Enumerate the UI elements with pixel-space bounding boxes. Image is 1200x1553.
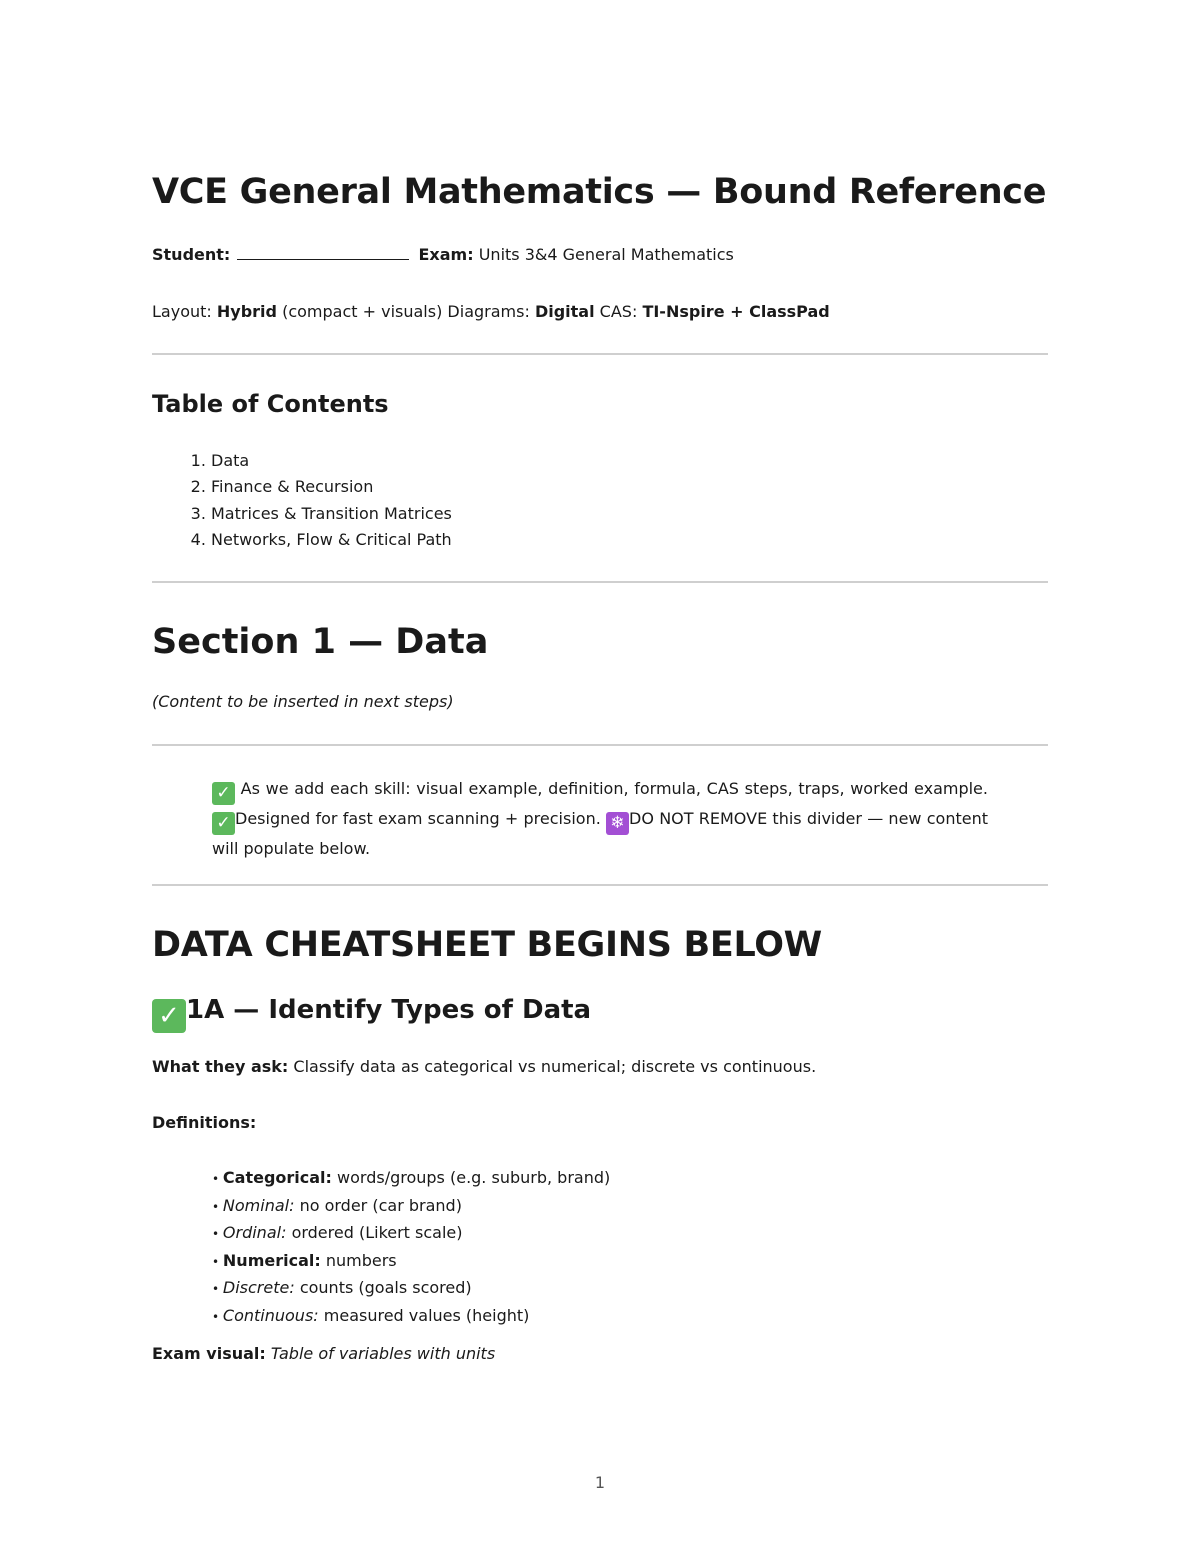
definition-term: Categorical: (222, 1168, 332, 1187)
divider (152, 744, 1048, 746)
student-name-blank (237, 245, 409, 260)
toc-list (152, 448, 452, 553)
definition-term: Numerical: (222, 1250, 321, 1270)
definition-desc: no order (car brand) (299, 1195, 462, 1215)
divider (152, 353, 1048, 355)
check-icon: ✓ (212, 782, 235, 805)
what-they-ask (152, 1056, 816, 1078)
definitions-list (212, 1165, 610, 1330)
diagrams-label: Diagrams: (447, 302, 530, 321)
diagrams-value: Digital (534, 302, 595, 321)
definition-item (212, 1193, 610, 1221)
definition-term: Ordinal: (222, 1223, 287, 1242)
definition-term: Nominal: (222, 1195, 295, 1215)
cas-label: CAS: (599, 302, 638, 321)
definition-desc: numbers (325, 1250, 397, 1270)
cas-value: TI-Nspire + ClassPad (642, 302, 830, 321)
visual-value: Table of variables with units (270, 1344, 496, 1363)
visual-label: Exam visual: (152, 1344, 266, 1363)
definition-item (212, 1248, 610, 1276)
definition-desc: measured values (height) (323, 1305, 530, 1325)
section-heading: Section 1 — Data (152, 622, 489, 662)
snowflake-icon: ❄ (606, 812, 629, 835)
toc-item: 3. Matrices & Transition Matrices (211, 501, 452, 527)
exam-visual (152, 1343, 495, 1365)
layout-label: Layout: (152, 302, 212, 321)
ask-value: Classify data as categorical vs numerical; discrete vs continuous. (293, 1057, 817, 1076)
definition-desc: words/groups (e.g. suburb, brand) (337, 1168, 611, 1187)
definition-desc: counts (goals scored) (299, 1278, 472, 1297)
definitions-label: Definitions: (152, 1113, 257, 1132)
divider (152, 884, 1048, 886)
definition-item (212, 1220, 610, 1248)
note-part-2: Designed for fast exam scanning + precision. (235, 809, 601, 828)
definition-term: Discrete: (222, 1278, 295, 1297)
student-label: Student: (152, 245, 231, 264)
note-part-1: As we add each skill: visual example, definition, formula, CAS steps, traps, worked example. (240, 779, 988, 798)
check-icon: ✓ (152, 999, 186, 1033)
toc-item: 1. Data (211, 448, 452, 474)
definition-term: Continuous: (222, 1305, 319, 1325)
layout-note: (compact + visuals) (282, 302, 443, 321)
exam-value: Units 3&4 General Mathematics (478, 245, 734, 264)
layout-value: Hybrid (216, 302, 277, 321)
definition-item (212, 1303, 610, 1331)
toc-item: 2. Finance & Recursion (211, 474, 452, 500)
note-block (212, 775, 988, 862)
definition-desc: ordered (Likert scale) (291, 1223, 463, 1242)
check-icon: ✓ (212, 812, 235, 835)
toc-heading: Table of Contents (152, 390, 389, 418)
toc-item: 4. Networks, Flow & Critical Path (211, 527, 452, 553)
exam-label: Exam: (418, 245, 474, 264)
definition-item (212, 1275, 610, 1303)
cheatsheet-heading: DATA CHEATSHEET BEGINS BELOW (152, 925, 822, 965)
student-exam-line (152, 244, 734, 266)
document-title: VCE General Mathematics — Bound Reference (152, 172, 1047, 212)
page-content (152, 168, 1048, 1363)
subsection-title: 1A — Identify Types of Data (186, 995, 592, 1025)
layout-line (152, 301, 830, 323)
divider (152, 581, 1048, 583)
note-part-3: DO NOT REMOVE this divider — new content will populate below. (212, 809, 989, 858)
placeholder-text: (Content to be inserted in next steps) (152, 692, 454, 711)
definition-item (212, 1165, 610, 1193)
page-number: 1 (594, 1473, 606, 1492)
ask-label: What they ask: (152, 1057, 289, 1076)
subsection-heading (152, 992, 591, 1033)
